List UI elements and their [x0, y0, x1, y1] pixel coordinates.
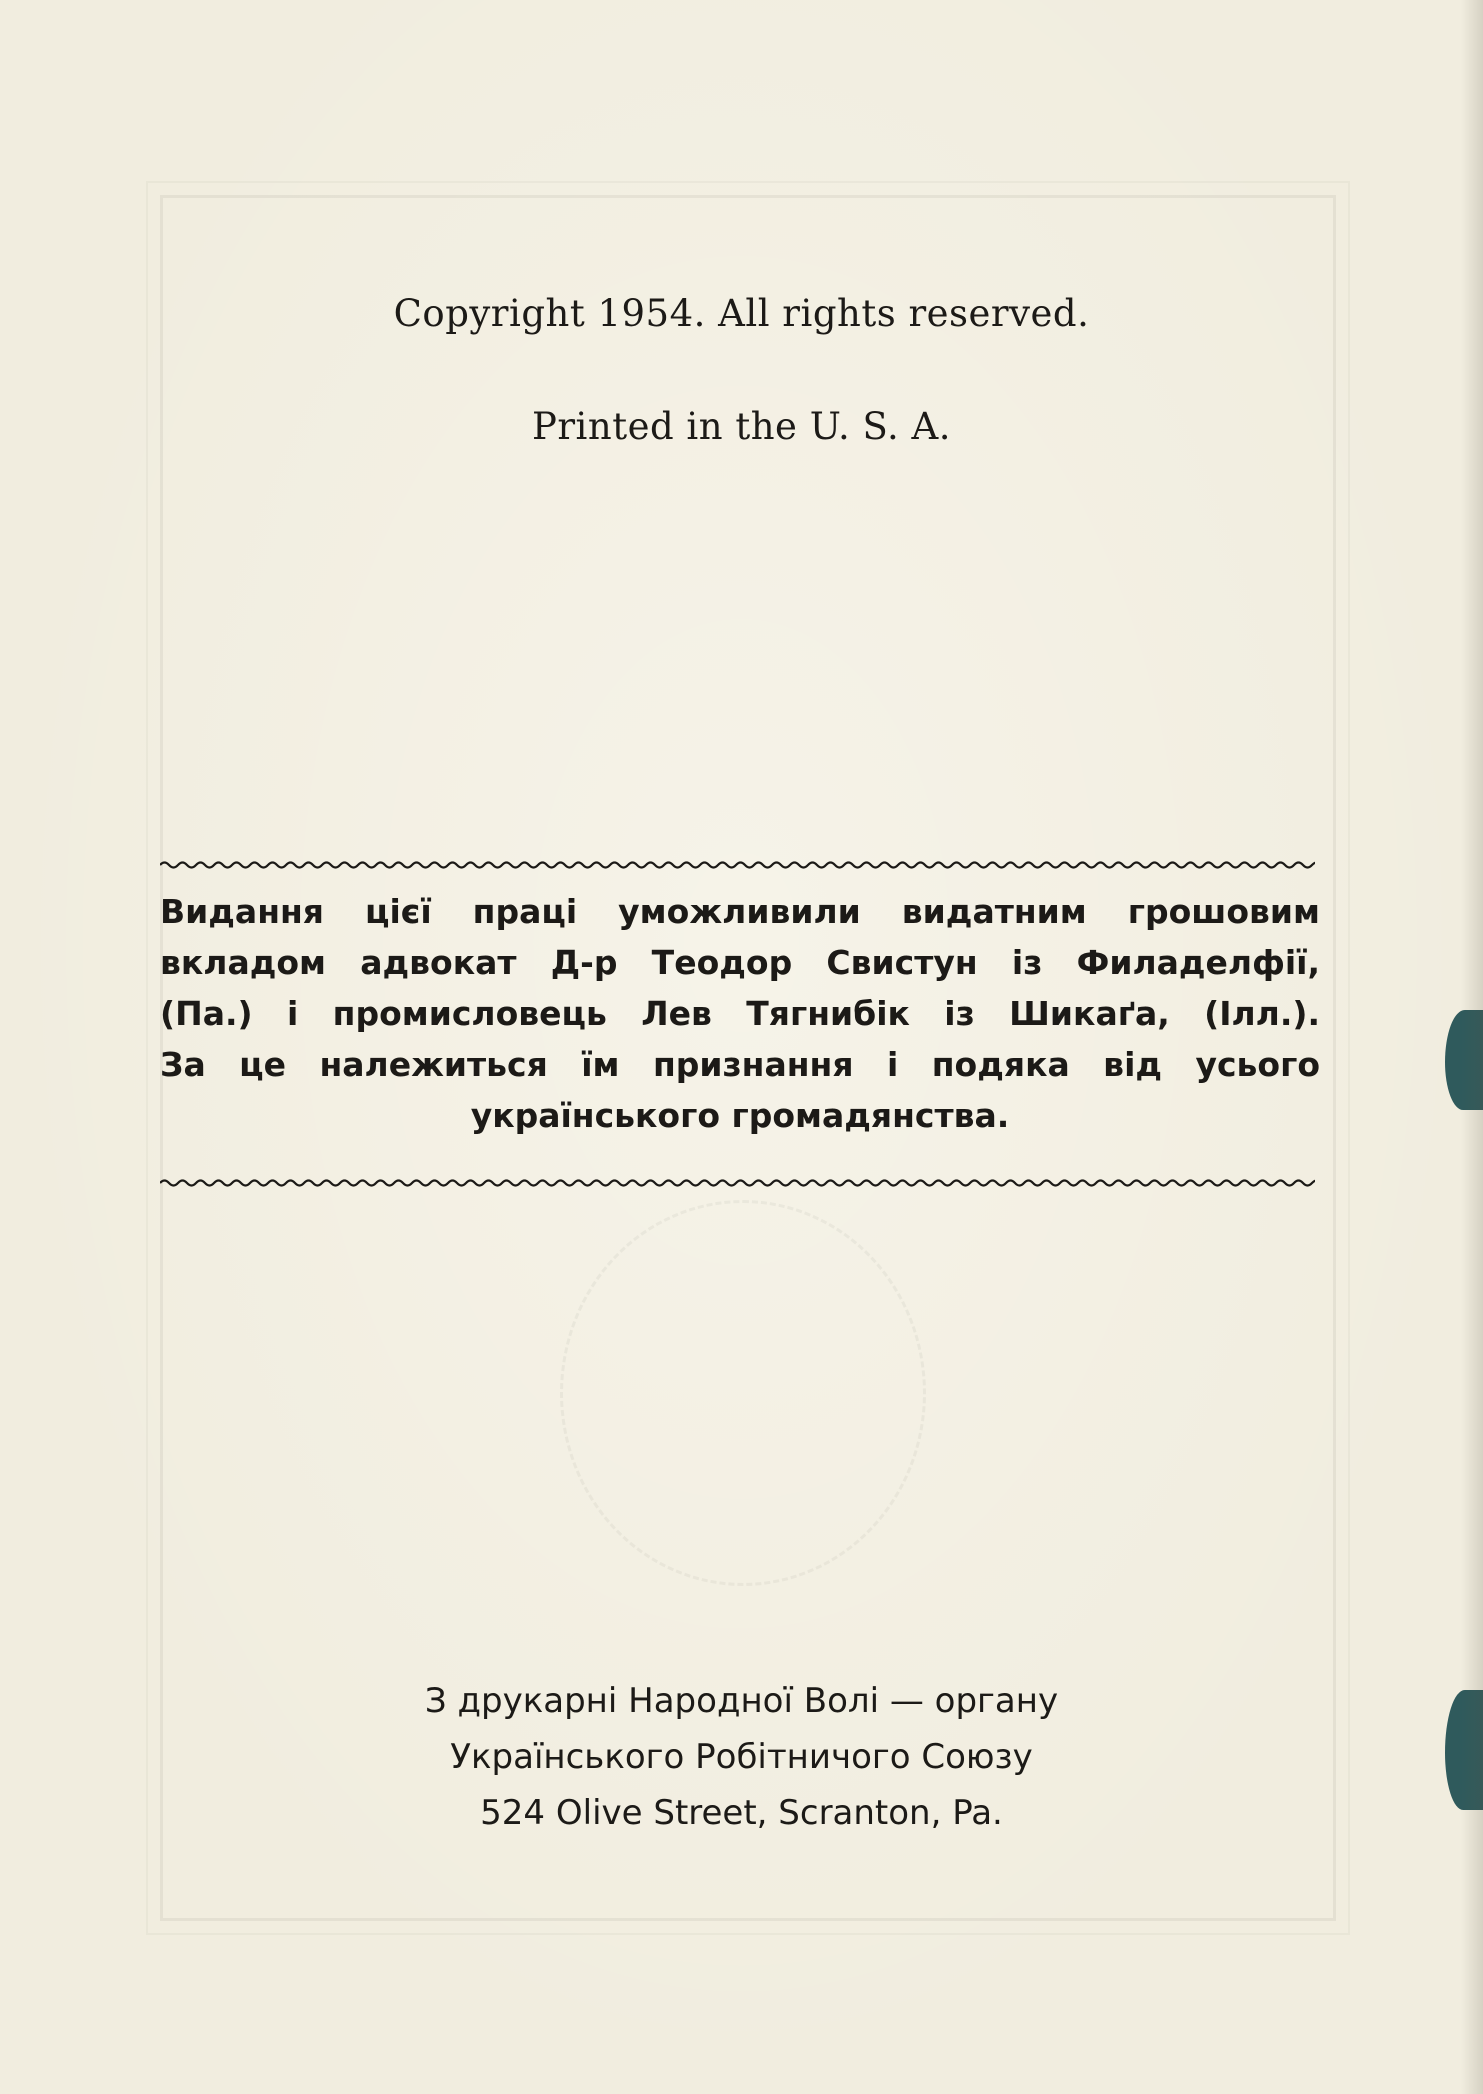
printed-in-line: Printed in the U. S. A. — [531, 405, 952, 448]
wavy-rule-bottom — [160, 1176, 1315, 1190]
sponsor-line: вкладом адвокат Д-р Теодор Свистун із Филаделфії, — [160, 943, 1320, 982]
copyright-line: Copyright 1954. All rights reserved. — [393, 292, 1090, 335]
printer-imprint — [0, 1673, 1483, 1841]
sponsor-note — [160, 886, 1320, 1141]
sponsor-line: Видання цієї праці уможливили видатним грошовим — [160, 892, 1320, 931]
sponsor-line: (Па.) і промисловець Лев Тягнибік із Шикаґа, (Ілл.). — [160, 994, 1320, 1033]
imprint-line: З друкарні Народної Волі — органу — [424, 1681, 1059, 1721]
sponsor-line: За це належиться їм признання і подяка від усього — [160, 1045, 1320, 1084]
page-edge-shadow — [1461, 0, 1483, 2094]
wavy-rule-top — [160, 858, 1315, 872]
sponsor-line: українського громадянства. — [470, 1096, 1010, 1135]
bleed-through-emblem — [560, 1200, 926, 1586]
imprint-address: 524 Olive Street, Scranton, Pa. — [480, 1793, 1003, 1833]
imprint-line: Українського Робітничого Союзу — [450, 1737, 1033, 1777]
